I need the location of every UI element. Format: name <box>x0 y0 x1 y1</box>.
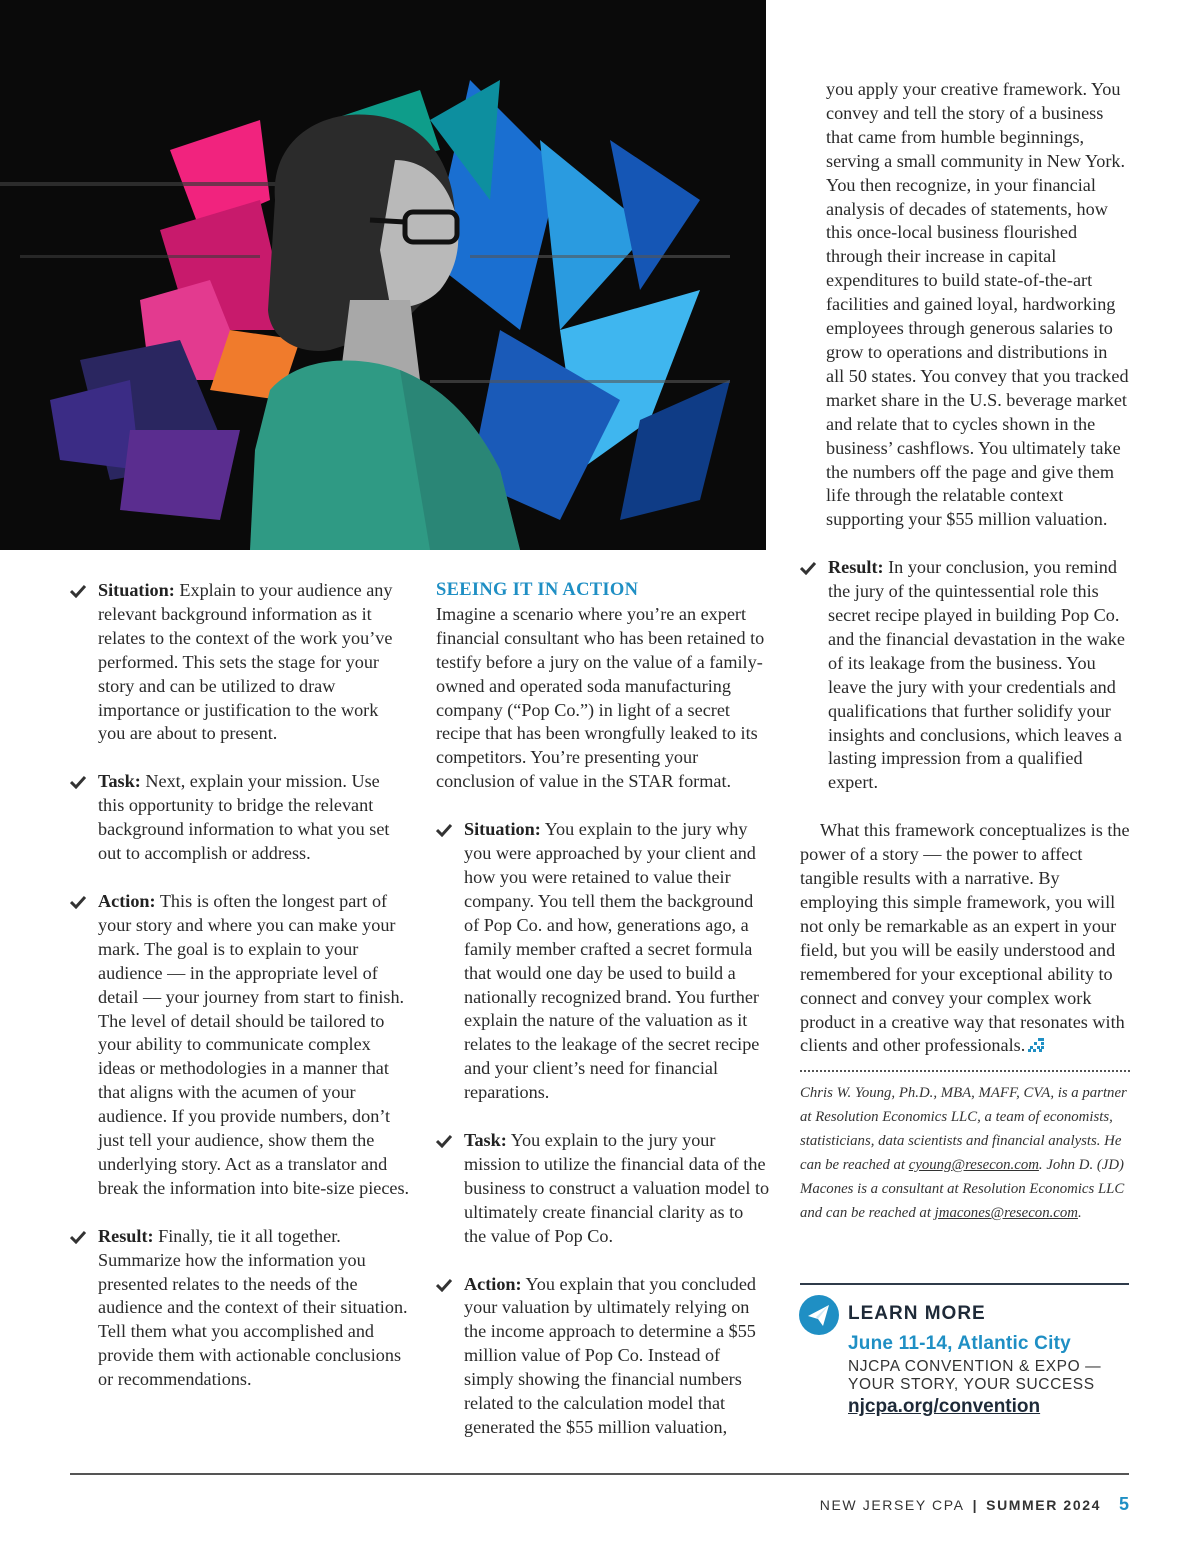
section-heading: SEEING IT IN ACTION <box>436 580 639 600</box>
item-text: Explain to your audience any relevant background information as it relates to the context of the work you’ve performed. This sets the stage for your story and can be utilized to draw importance or justification to the work you are about to present. <box>98 580 393 744</box>
item-label: Action: <box>98 890 156 911</box>
column-right <box>800 78 1130 1226</box>
list-item-task <box>436 1129 770 1249</box>
checkmark-icon <box>70 775 86 789</box>
item-text: Next, explain your mission. Use this opportunity to bridge the relevant background information to what you set out to accomplish or address. <box>98 771 390 864</box>
column-left <box>70 579 410 1416</box>
checkmark-icon <box>436 1134 452 1148</box>
list-item-result <box>800 556 1130 795</box>
page-number: 5 <box>1118 1494 1129 1514</box>
event-name-line1: NJCPA CONVENTION & EXPO — <box>848 1358 1102 1375</box>
list-item-result <box>70 1225 410 1392</box>
checkmark-icon <box>436 823 452 837</box>
learn-more-rule <box>800 1283 1129 1285</box>
event-name-line2: YOUR STORY, YOUR SUCCESS <box>848 1376 1095 1393</box>
list-item-task <box>70 770 410 866</box>
page-footer <box>820 1494 1129 1515</box>
item-text: You explain to the jury why you were approached by your client and how you were retained to value their company. You tell them the background of Pop Co. and how, generations ago, a family member crafted a secret formula that would one day be used to build a nationally recognized brand. You further explain the nature of the valuation as it relates to the leakage of the secret recipe and your client’s need for financial reparations. <box>464 819 760 1103</box>
bio-text-1: Chris W. Young, Ph.D., MBA, MAFF, CVA, is a partner at Resolution Economics LLC, a team of economists, statisticians, data scientists and financial analysts. He can be reached at <box>800 1085 1127 1174</box>
item-text: Finally, tie it all together. Summarize how the information you presented relates to the needs of the audience and the context of their situation. Tell them what you accomplished and provide them with actionable conclusions or recommendations. <box>98 1225 408 1390</box>
issue-label: SUMMER 2024 <box>986 1497 1101 1513</box>
paper-plane-icon <box>799 1295 839 1335</box>
item-label: Result: <box>828 557 884 578</box>
checkmark-icon <box>800 561 816 575</box>
column-middle <box>436 579 770 1464</box>
item-label: Task: <box>464 1130 507 1151</box>
publication-name: NEW JERSEY CPA <box>819 1497 965 1513</box>
learn-more-title: LEARN MORE <box>848 1303 986 1324</box>
closing-text: What this framework conceptualizes is the power of a story — the power to affect tangible results with a narrative. By employing this simple framework, you will not only be remarkable as an expert in your field, but you will be easily understood and remembered for your exceptional ability to connect and convey your complex work product in a creative way that resonates with clients and other professionals. <box>800 820 1130 1056</box>
bio-text-2: . John D. (JD) Macones is a consultant at Resolution Economics LLC and can be reached at <box>800 1157 1125 1221</box>
continuation-paragraph: you apply your creative framework. You convey and tell the story of a business that came from humble beginnings, serving a small community in New York. You then recognize, in your financial analysis of decades of statements, how this once-local business flourished through their increase in capital expenditures to build state-of-the-art facilities and gained loyal, hardworking employees through generous salaries to grow to operations and distributions in all 50 states. You convey that you tracked market share in the U.S. beverage market and relate that to cycles shown in the business’ cashflows. You ultimately take the numbers off the page and give them life through the relatable context supporting your $55 million valuation. <box>826 79 1129 530</box>
item-text: You explain to the jury your mission to utilize the financial data of the business to construct a valuation model to ultimately create financial clarity as to the value of Pop Co. <box>464 1130 770 1246</box>
item-text: This is often the longest part of your story and where you can make your mark. The goal is to explain to your audience — in the appropriate level of detail — your journey from start to finish. The level of detail should be tailored to your ability to communicate complex ideas or methodologies in a manner that that aligns with the acumen of your audience. If you provide numbers, don’t just tell your audience, show them the underlying story. Act as a translator and break the information into bite-size pieces. <box>98 890 410 1198</box>
convention-link[interactable]: njcpa.org/convention <box>848 1396 1041 1417</box>
list-item-situation <box>70 579 410 746</box>
item-label: Task: <box>98 771 141 792</box>
checkmark-icon <box>436 1278 452 1292</box>
event-date: June 11-14, Atlantic City <box>848 1333 1071 1354</box>
email-link-young[interactable]: cyoung@resecon.com <box>908 1157 1039 1174</box>
checkmark-icon <box>70 895 86 909</box>
closing-paragraph <box>800 819 1130 1058</box>
checkmark-icon <box>70 1230 86 1244</box>
item-label: Result: <box>98 1225 154 1246</box>
divider <box>800 1070 1130 1072</box>
list-item-situation <box>436 818 770 1105</box>
hero-illustration <box>0 0 766 550</box>
footer-separator: | <box>972 1497 979 1513</box>
list-item-action <box>436 1273 770 1440</box>
checkmark-icon <box>70 584 86 598</box>
item-text: You explain that you concluded your valuation by ultimately relying on the income approach to determine a $55 million value of Pop Co. Instead of simply showing the financial numbers related to the calculation model that generated the $55 million valuation, <box>464 1273 756 1437</box>
list-item-action <box>70 890 410 1201</box>
end-mark-icon <box>1028 1038 1044 1052</box>
item-label: Situation: <box>464 819 541 840</box>
email-link-macones[interactable]: jmacones@resecon.com <box>934 1204 1078 1221</box>
intro-paragraph: Imagine a scenario where you’re an expert financial consultant who has been retained to testify before a jury on the value of a family-owned and operated soda manufacturing company (“Pop Co.”) in light of a secret recipe that has been wrongfully leaked to its competitors. You’re presenting your conclusion of value in the STAR format. <box>436 603 765 792</box>
item-label: Situation: <box>98 580 175 600</box>
bio-text-3: . <box>1077 1204 1082 1221</box>
item-label: Action: <box>464 1273 522 1294</box>
item-text: In your conclusion, you remind the jury of the quintessential role this secret recipe played in building Pop Co. and the financial devastation in the wake of its leakage from the business. You leave the jury with your credentials and qualifications that further solidify your insights and conclusions, which leaves a lasting impression from a qualified expert. <box>828 557 1125 793</box>
author-bio <box>800 1082 1130 1225</box>
footer-rule <box>70 1473 1129 1475</box>
